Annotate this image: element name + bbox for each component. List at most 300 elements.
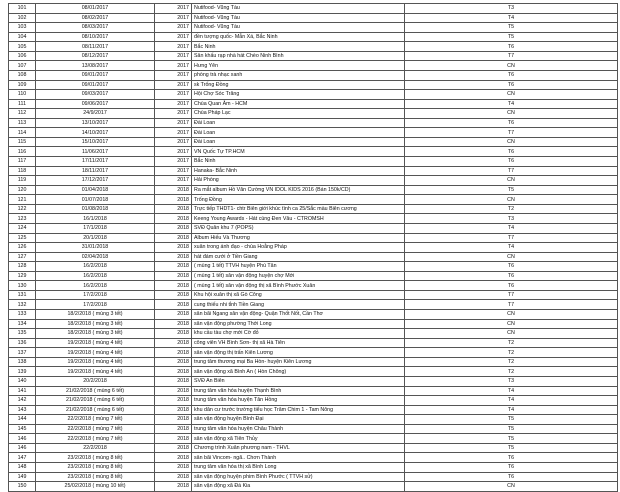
row-number-cell: 125 (9, 233, 36, 243)
date-cell: 21/02/2018 ( mùng 6 tết) (36, 386, 155, 396)
weekday-cell: T5 (405, 443, 618, 453)
date-cell: 21/02/2018 ( mùng 6 tết) (36, 405, 155, 415)
year-cell: 2018 (155, 300, 192, 310)
row-number-cell: 146 (9, 443, 36, 453)
row-number-cell: 146 (9, 434, 36, 444)
table-row (9, 281, 618, 291)
year-cell: 2017 (155, 147, 192, 157)
weekday-cell: T6 (405, 70, 618, 80)
description-cell: Nutifood- Vũng Tàu (192, 4, 405, 14)
description-cell: khu dân cư trước trường tiểu học Trâm Chim 1 - Tam Nông (192, 405, 405, 415)
year-cell: 2017 (155, 118, 192, 128)
year-cell: 2018 (155, 185, 192, 195)
date-cell: 09/01/2017 (36, 70, 155, 80)
year-cell: 2018 (155, 290, 192, 300)
row-number-cell: 119 (9, 176, 36, 186)
date-cell: 31/01/2018 (36, 243, 155, 253)
year-cell: 2018 (155, 415, 192, 425)
schedule-table (8, 3, 618, 492)
table-row (9, 176, 618, 186)
date-cell: 22/2/2018 ( mùng 7 tết) (36, 434, 155, 444)
weekday-cell: T6 (405, 80, 618, 90)
year-cell: 2017 (155, 13, 192, 23)
row-number-cell: 139 (9, 367, 36, 377)
date-cell: 24/9/2017 (36, 109, 155, 119)
year-cell: 2018 (155, 319, 192, 329)
table-row (9, 348, 618, 358)
date-cell: 09/01/2017 (36, 80, 155, 90)
weekday-cell: T6 (405, 281, 618, 291)
year-cell: 2018 (155, 434, 192, 444)
description-cell: Nutifood- Vũng Tàu (192, 23, 405, 33)
description-cell: Hội Chợ Sóc Trăng (192, 90, 405, 100)
description-cell: Bắc Ninh (192, 157, 405, 167)
table-row (9, 51, 618, 61)
row-number-cell: 122 (9, 204, 36, 214)
table-row (9, 329, 618, 339)
row-number-cell: 104 (9, 32, 36, 42)
year-cell: 2017 (155, 128, 192, 138)
description-cell: Chùa Pháp Lạc (192, 109, 405, 119)
weekday-cell: T4 (405, 396, 618, 406)
table-row (9, 319, 618, 329)
description-cell: khu cầu tàu chợ mới Cờ đỏ (192, 329, 405, 339)
weekday-cell: T5 (405, 185, 618, 195)
year-cell: 2018 (155, 233, 192, 243)
table-row (9, 386, 618, 396)
row-number-cell: 133 (9, 310, 36, 320)
year-cell: 2018 (155, 453, 192, 463)
year-cell: 2018 (155, 310, 192, 320)
year-cell: 2017 (155, 176, 192, 186)
description-cell: Hanaka- Bắc Ninh (192, 166, 405, 176)
weekday-cell: T6 (405, 118, 618, 128)
date-cell: 08/02/2017 (36, 13, 155, 23)
table-row (9, 357, 618, 367)
row-number-cell: 120 (9, 185, 36, 195)
date-cell: 22/2/2018 ( mùng 7 tết) (36, 415, 155, 425)
weekday-cell: CN (405, 310, 618, 320)
table-row (9, 137, 618, 147)
weekday-cell: CN (405, 109, 618, 119)
description-cell: phòng trà nhạc xanh (192, 70, 405, 80)
table-row (9, 434, 618, 444)
year-cell: 2018 (155, 214, 192, 224)
table-row (9, 424, 618, 434)
table-row (9, 61, 618, 71)
date-cell: 01/08/2018 (36, 204, 155, 214)
date-cell: 17/1/2018 (36, 223, 155, 233)
description-cell: VN Quốc Tự TP.HCM (192, 147, 405, 157)
year-cell: 2018 (155, 396, 192, 406)
table-row (9, 271, 618, 281)
table-row (9, 80, 618, 90)
date-cell: 16/2/2018 (36, 271, 155, 281)
year-cell: 2018 (155, 195, 192, 205)
year-cell: 2018 (155, 348, 192, 358)
date-cell: 08/12/2017 (36, 51, 155, 61)
row-number-cell: 138 (9, 357, 36, 367)
table-row (9, 396, 618, 406)
weekday-cell: CN (405, 195, 618, 205)
date-cell: 17/2/2018 (36, 290, 155, 300)
date-cell: 23/2/2018 ( mùng 8 tết) (36, 453, 155, 463)
row-number-cell: 143 (9, 405, 36, 415)
table-row (9, 109, 618, 119)
date-cell: 18/2/2018 ( mùng 3 tết) (36, 310, 155, 320)
description-cell: ( mùng 1 tết) TTVH huyện Phú Tân (192, 262, 405, 272)
weekday-cell: T6 (405, 453, 618, 463)
description-cell: Đài Loan (192, 118, 405, 128)
row-number-cell: 118 (9, 166, 36, 176)
row-number-cell: 144 (9, 415, 36, 425)
date-cell: 16/2/2018 (36, 281, 155, 291)
weekday-cell: T5 (405, 23, 618, 33)
description-cell: Trực tiếp THDT1- chtr Biên giới khúc tình ca 25/Sắc màu Biên cương (192, 204, 405, 214)
table-row (9, 70, 618, 80)
year-cell: 2018 (155, 482, 192, 492)
description-cell: Sân khấu rạp nhà hát Chèo Ninh Bình (192, 51, 405, 61)
year-cell: 2018 (155, 243, 192, 253)
row-number-cell: 137 (9, 348, 36, 358)
row-number-cell: 103 (9, 23, 36, 33)
weekday-cell: T7 (405, 51, 618, 61)
weekday-cell: CN (405, 90, 618, 100)
description-cell: xuân trong ánh đạo - chùa Hoằng Pháp (192, 243, 405, 253)
row-number-cell: 126 (9, 243, 36, 253)
date-cell: 17/2/2018 (36, 300, 155, 310)
year-cell: 2018 (155, 463, 192, 473)
row-number-cell: 129 (9, 271, 36, 281)
table-row (9, 157, 618, 167)
schedule-rows (9, 4, 618, 492)
weekday-cell: T6 (405, 262, 618, 272)
year-cell: 2017 (155, 61, 192, 71)
weekday-cell: T2 (405, 357, 618, 367)
row-number-cell: 127 (9, 252, 36, 262)
date-cell: 08/11/2017 (36, 42, 155, 52)
description-cell: Ra mắt album Hồ Văn Cường VN IDOL KIDS 2016 (Bán 150k/CD) (192, 185, 405, 195)
description-cell: sân vận động xã Đá Kia (192, 482, 405, 492)
weekday-cell: T4 (405, 223, 618, 233)
description-cell: Đài Loan (192, 128, 405, 138)
table-row (9, 243, 618, 253)
year-cell: 2018 (155, 262, 192, 272)
table-row (9, 32, 618, 42)
description-cell: trung tâm văn hóa huyện Châu Thành (192, 424, 405, 434)
description-cell: sân vận động huyện Bình Đại (192, 415, 405, 425)
table-row (9, 453, 618, 463)
row-number-cell: 148 (9, 463, 36, 473)
row-number-cell: 121 (9, 195, 36, 205)
weekday-cell: T3 (405, 4, 618, 14)
table-row (9, 13, 618, 23)
description-cell: Keeng Young Awards - Hát cùng Đen Vâu - CTROMSH (192, 214, 405, 224)
table-row (9, 166, 618, 176)
table-row (9, 214, 618, 224)
row-number-cell: 149 (9, 472, 36, 482)
row-number-cell: 140 (9, 376, 36, 386)
description-cell: sân bãi Ngang sân vận động- Quận Thốt Nốt, Cần Thơ (192, 310, 405, 320)
year-cell: 2018 (155, 386, 192, 396)
description-cell: Khu hội xuân thị xã Gò Công (192, 290, 405, 300)
description-cell: Album Hiếu Và Thương (192, 233, 405, 243)
table-row (9, 376, 618, 386)
year-cell: 2018 (155, 271, 192, 281)
year-cell: 2017 (155, 109, 192, 119)
weekday-cell: T5 (405, 415, 618, 425)
table-row (9, 472, 618, 482)
row-number-cell: 115 (9, 137, 36, 147)
table-row (9, 233, 618, 243)
row-number-cell: 107 (9, 61, 36, 71)
table-row (9, 463, 618, 473)
year-cell: 2018 (155, 424, 192, 434)
table-row (9, 204, 618, 214)
description-cell: Hưng Yên (192, 61, 405, 71)
table-row (9, 443, 618, 453)
weekday-cell: T5 (405, 32, 618, 42)
weekday-cell: T6 (405, 271, 618, 281)
year-cell: 2018 (155, 443, 192, 453)
description-cell: trung tâm văn hóa huyện Thạnh Bình (192, 386, 405, 396)
date-cell: 21/02/2018 ( mùng 6 tết) (36, 396, 155, 406)
date-cell: 08/10/2017 (36, 32, 155, 42)
date-cell: 16/2/2018 (36, 262, 155, 272)
year-cell: 2017 (155, 157, 192, 167)
weekday-cell: T6 (405, 147, 618, 157)
table-row (9, 147, 618, 157)
weekday-cell: CN (405, 319, 618, 329)
description-cell: hát đám cưới ở Tiền Giang (192, 252, 405, 262)
weekday-cell: T2 (405, 348, 618, 358)
date-cell: 09/03/2017 (36, 90, 155, 100)
date-cell: 25/02/2018 ( mùng 10 tết) (36, 482, 155, 492)
weekday-cell: T7 (405, 128, 618, 138)
weekday-cell: T6 (405, 463, 618, 473)
table-row (9, 90, 618, 100)
weekday-cell: CN (405, 137, 618, 147)
date-cell: 18/11/2017 (36, 166, 155, 176)
weekday-cell: T5 (405, 424, 618, 434)
table-row (9, 223, 618, 233)
date-cell: 11/06/2017 (36, 147, 155, 157)
row-number-cell: 132 (9, 300, 36, 310)
year-cell: 2018 (155, 405, 192, 415)
weekday-cell: CN (405, 482, 618, 492)
weekday-cell: T4 (405, 99, 618, 109)
weekday-cell: T3 (405, 214, 618, 224)
row-number-cell: 150 (9, 482, 36, 492)
row-number-cell: 109 (9, 80, 36, 90)
table-row (9, 4, 618, 14)
date-cell: 13/08/2017 (36, 61, 155, 71)
year-cell: 2018 (155, 329, 192, 339)
weekday-cell: T6 (405, 157, 618, 167)
table-row (9, 99, 618, 109)
row-number-cell: 101 (9, 4, 36, 14)
year-cell: 2017 (155, 166, 192, 176)
row-number-cell: 106 (9, 51, 36, 61)
table-row (9, 42, 618, 52)
weekday-cell: T7 (405, 233, 618, 243)
row-number-cell: 147 (9, 453, 36, 463)
date-cell: 15/10/2017 (36, 137, 155, 147)
row-number-cell: 105 (9, 42, 36, 52)
year-cell: 2018 (155, 357, 192, 367)
row-number-cell: 116 (9, 147, 36, 157)
weekday-cell: T7 (405, 166, 618, 176)
weekday-cell: T7 (405, 290, 618, 300)
weekday-cell: T4 (405, 13, 618, 23)
date-cell: 01/07/2018 (36, 195, 155, 205)
description-cell: sân vận động thị trấn Kiên Lương (192, 348, 405, 358)
year-cell: 2017 (155, 51, 192, 61)
table-row (9, 310, 618, 320)
row-number-cell: 141 (9, 386, 36, 396)
row-number-cell: 114 (9, 128, 36, 138)
year-cell: 2018 (155, 376, 192, 386)
row-number-cell: 102 (9, 13, 36, 23)
date-cell: 20/2/2018 (36, 376, 155, 386)
description-cell: Trống Đồng (192, 195, 405, 205)
description-cell: sân bãi Vincom- ngã.. Chơn Thành (192, 453, 405, 463)
date-cell: 14/10/2017 (36, 128, 155, 138)
row-number-cell: 110 (9, 90, 36, 100)
row-number-cell: 124 (9, 223, 36, 233)
description-cell: Hải Phòng (192, 176, 405, 186)
year-cell: 2018 (155, 281, 192, 291)
row-number-cell: 136 (9, 338, 36, 348)
year-cell: 2018 (155, 223, 192, 233)
description-cell: sân vận động phường Thới Long (192, 319, 405, 329)
year-cell: 2017 (155, 99, 192, 109)
table-row (9, 338, 618, 348)
description-cell: Chương trình Xuân phương nam - THVL (192, 443, 405, 453)
date-cell: 19/2/2018 ( mùng 4 tết) (36, 348, 155, 358)
table-row (9, 482, 618, 492)
row-number-cell: 142 (9, 396, 36, 406)
table-row (9, 252, 618, 262)
row-number-cell: 134 (9, 319, 36, 329)
year-cell: 2018 (155, 252, 192, 262)
year-cell: 2018 (155, 338, 192, 348)
row-number-cell: 145 (9, 424, 36, 434)
description-cell: SVĐ An Biên (192, 376, 405, 386)
date-cell: 01/04/2018 (36, 185, 155, 195)
row-number-cell: 113 (9, 118, 36, 128)
date-cell: 22/2/2018 (36, 443, 155, 453)
date-cell: 13/10/2017 (36, 118, 155, 128)
weekday-cell: T7 (405, 300, 618, 310)
year-cell: 2017 (155, 42, 192, 52)
row-number-cell: 108 (9, 70, 36, 80)
date-cell: 02/04/2018 (36, 252, 155, 262)
description-cell: sk Trống Đồng (192, 80, 405, 90)
weekday-cell: T2 (405, 204, 618, 214)
description-cell: sân vận động xã Bình An ( Hòn Chông) (192, 367, 405, 377)
year-cell: 2018 (155, 367, 192, 377)
date-cell: 16/1/2018 (36, 214, 155, 224)
year-cell: 2017 (155, 137, 192, 147)
weekday-cell: CN (405, 176, 618, 186)
year-cell: 2017 (155, 32, 192, 42)
table-row (9, 405, 618, 415)
description-cell: trung tâm văn hóa huyện Tân Hồng (192, 396, 405, 406)
row-number-cell: 111 (9, 99, 36, 109)
weekday-cell: T4 (405, 243, 618, 253)
date-cell: 17/12/2017 (36, 176, 155, 186)
description-cell: ( mùng 1 tết) sân vận động huyện chợ Mới (192, 271, 405, 281)
weekday-cell: T6 (405, 472, 618, 482)
date-cell: 22/2/2018 ( mùng 7 tết) (36, 424, 155, 434)
year-cell: 2017 (155, 80, 192, 90)
date-cell: 18/2/2018 ( mùng 3 tết) (36, 319, 155, 329)
row-number-cell: 131 (9, 290, 36, 300)
year-cell: 2017 (155, 70, 192, 80)
date-cell: 19/2/2018 ( mùng 4 tết) (36, 338, 155, 348)
table-row (9, 415, 618, 425)
description-cell: Chùa Quan Âm - HCM (192, 99, 405, 109)
table-row (9, 262, 618, 272)
row-number-cell: 117 (9, 157, 36, 167)
weekday-cell: T4 (405, 405, 618, 415)
table-row (9, 300, 618, 310)
weekday-cell: T2 (405, 338, 618, 348)
table-row (9, 195, 618, 205)
date-cell: 18/2/2018 ( mùng 3 tết) (36, 329, 155, 339)
table-row (9, 128, 618, 138)
date-cell: 19/2/2018 ( mùng 4 tết) (36, 367, 155, 377)
row-number-cell: 123 (9, 214, 36, 224)
year-cell: 2017 (155, 4, 192, 14)
row-number-cell: 128 (9, 262, 36, 272)
description-cell: trung tâm thương mại Ba Hòn- huyện Kiên Lương (192, 357, 405, 367)
description-cell: SVĐ Quân khu 7 (POPS) (192, 223, 405, 233)
date-cell: 08/03/2017 (36, 23, 155, 33)
description-cell: cung thiếu nhi tỉnh Tiền Giang (192, 300, 405, 310)
date-cell: 20/1/2018 (36, 233, 155, 243)
description-cell: Nutifood- Vũng Tàu (192, 13, 405, 23)
weekday-cell: T6 (405, 42, 618, 52)
description-cell: Đài Loan (192, 137, 405, 147)
description-cell: công viên VH Bình Sơn- thị xã Hà Tiên (192, 338, 405, 348)
weekday-cell: T4 (405, 386, 618, 396)
row-number-cell: 112 (9, 109, 36, 119)
weekday-cell: CN (405, 252, 618, 262)
row-number-cell: 135 (9, 329, 36, 339)
table-row (9, 290, 618, 300)
description-cell: trung tâm văn hóa thị xã Bình Long (192, 463, 405, 473)
table-row (9, 367, 618, 377)
date-cell: 17/11/2017 (36, 157, 155, 167)
weekday-cell: T5 (405, 434, 618, 444)
table-row (9, 118, 618, 128)
date-cell: 08/01/2017 (36, 4, 155, 14)
table-row (9, 23, 618, 33)
description-cell: sân vận động huyện phim Bình Phước ( TTVH sử) (192, 472, 405, 482)
description-cell: ( mùng 1 tết) sân vận động thị xã Bình Phước Xuân (192, 281, 405, 291)
year-cell: 2017 (155, 23, 192, 33)
row-number-cell: 130 (9, 281, 36, 291)
weekday-cell: T3 (405, 376, 618, 386)
weekday-cell: T2 (405, 367, 618, 377)
description-cell: sân vận động xã Tiên Thủy (192, 434, 405, 444)
weekday-cell: CN (405, 329, 618, 339)
year-cell: 2018 (155, 472, 192, 482)
description-cell: đền tượng quốc- Mẫn Xá, Bắc Ninh (192, 32, 405, 42)
year-cell: 2018 (155, 204, 192, 214)
